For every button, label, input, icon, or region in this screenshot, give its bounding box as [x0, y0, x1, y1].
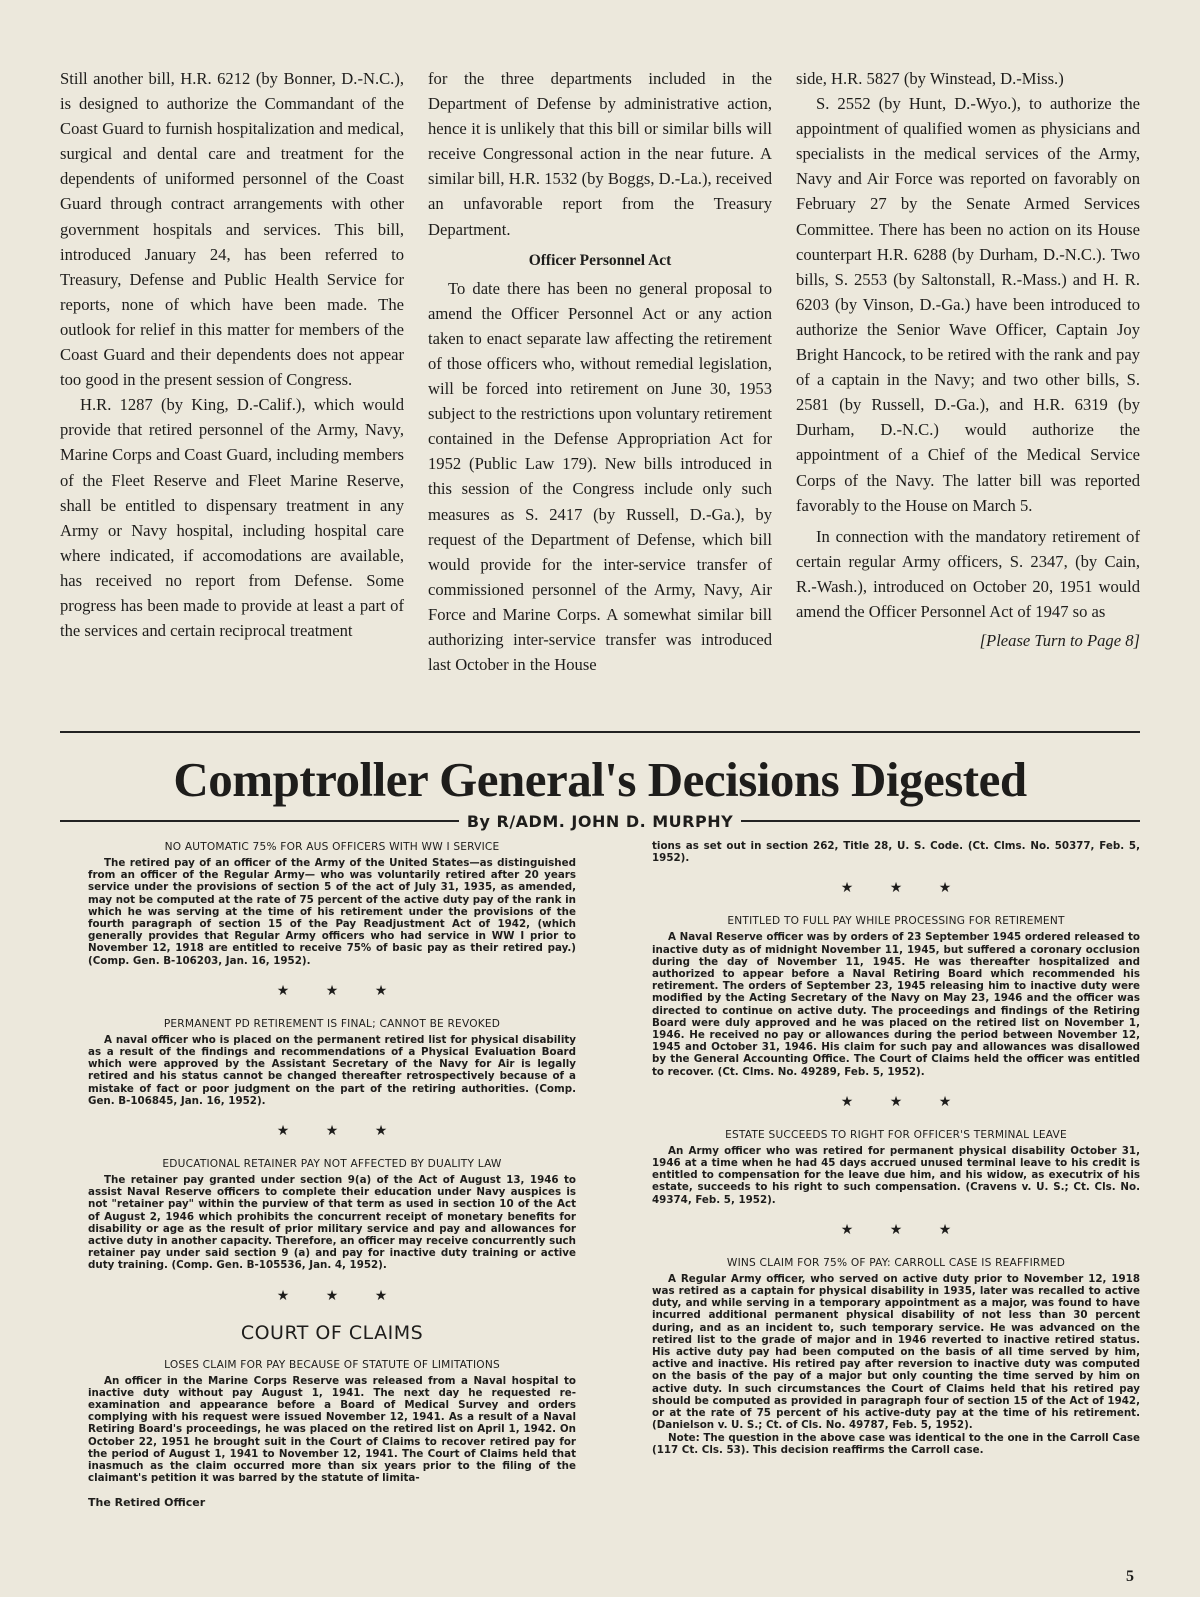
article-column-3 — [796, 66, 1140, 720]
star-separator: ★ ★ ★ — [276, 1123, 404, 1140]
section-title: Comptroller General's Decisions Digested — [173, 752, 1027, 807]
section-divider — [60, 731, 1140, 733]
byline-rule-right — [741, 820, 1140, 822]
article-paragraph: for the three departments included in the Department of Defense by administrative action, hence it is unlikely that this bill or similar bills will receive Congressonal action in the near future. A similar bill, H.R. 1532 (by Boggs, D.-La.), received an unfavorable report from the Treasury Department. — [428, 69, 772, 239]
byline-rule-left — [60, 820, 459, 822]
page-number: 5 — [1126, 1568, 1134, 1585]
digest-heading: NO AUTOMATIC 75% FOR AUS OFFICERS WITH WW I SERVICE — [164, 841, 500, 853]
legislation-article — [60, 66, 1140, 720]
digest-heading: LOSES CLAIM FOR PAY BECAUSE OF STATUTE OF LIMITATIONS — [164, 1358, 500, 1371]
digest-heading: EDUCATIONAL RETAINER PAY NOT AFFECTED BY DUALITY LAW — [162, 1158, 502, 1171]
star-separator: ★ ★ ★ — [276, 1287, 404, 1304]
digest-body: An officer in the Marine Corps Reserve was released from a Naval hospital to inactive duty without pay August 1, 1941. The next day he requested re-examination and appearance before a Board of Medical Survey and orders complying with his request were issued November 12, 1941. As a result of a Naval Retiring Board's proceedings, he was placed on the retired list on April 1, 1942. On October 22, 1951 he brought suit in the Court of Claims to recover retired pay for the period of August 1, 1941 to November 12, 1941. The Court of Claims held that inasmuch as the claim occurred more than six years prior to the filing of the claimant's petition it was barred by the statute of limita- — [88, 1374, 576, 1485]
digest-body: A Naval Reserve officer was by orders of 23 September 1945 ordered released to inactive duty as of midnight November 11, 1945, but suffered a coronary occlusion during the day of November 11, 1945. He was thereafter hospitalized and authorized to appear before a Naval Retiring Board which recommended his retirement. The orders of September 23, 1945 releasing him to inactive duty were modified by the Acting Secretary of the Navy on May 23, 1946 and the officer was directed to continue on active duty. The proceedings and findings of the Retiring Board were duly approved and he was placed on the retired list on November 1, 1946. He received no pay or allowances during the period between November 12, 1945 and October 31, 1946. His claim for such pay and allowances was disallowed by the General Accounting Office. The Court of Claims held the officer was entitled to recover. (Ct. Clms. No. 49289, Feb. 5, 1952). — [652, 931, 1140, 1078]
digest-body: An Army officer who was retired for permanent physical disability October 31, 1946 at a time when he had 45 days accrued unused terminal leave to his credit is entitled to compensation for the leave due him, and his widow, as executrix of his estate, succeeds to his right to such compensation. (Cravens v. U. S.; Ct. Cls. No. 49374, Feb. 5, 1952). — [652, 1144, 1140, 1206]
subheading-officer-personnel-act: Officer Personnel Act — [528, 251, 672, 269]
byline: By R/ADM. JOHN D. MURPHY — [466, 811, 734, 831]
digest-item — [652, 1256, 1140, 1456]
digest-body: A naval officer who is placed on the permanent retired list for physical disability as a result of the findings and recommendations of a Physical Evaluation Board which were approved by the Assistant Secretary of the Navy for Air is legally retired and his status cannot be changed thereafter retrospectively because of a mistake of fact or poor judgment on the part of the retiring authorities. (Comp. Gen. B-106845, Jan. 16, 1952). — [88, 1033, 576, 1107]
digest-body: A Regular Army officer, who served on active duty prior to November 12, 1918 was retired as a captain for physical disability in 1935, later was recalled to active duty, and while serving in a temporary appointment as a major, was found to have incurred additional permanent physical disability of not less than 30 percent during, and as an incident to, such temporary service. He was advanced on the retired list to the grade of major and in 1946 reverted to inactive retired status. His active duty pay had been computed on the basis of all time served by him, active and inactive. His retired pay after reversion to inactive duty was computed on the basis of the pay of a major but only counting the time served by him on active duty. In such circumstances the Court of Claims held that his retired pay should be computed as provided in paragraph four of section 15 of the Act of 1942, or at the rate of 75 percent of his active-duty pay at the time of his retirement. (Danielson v. U. S.; Ct. of Cls. No. 49787, Feb. 5, 1952). — [652, 1272, 1140, 1432]
article-column-2 — [428, 66, 772, 720]
digest-item — [652, 914, 1140, 1077]
article-paragraph: In connection with the mandatory retirement of certain regular Army officers, S. 2347, (by Cain, R.-Wash.), introduced on October 20, 1951 would amend the Officer Personnel Act of 1947 so as — [796, 526, 1140, 621]
article-column-1 — [60, 66, 404, 720]
digest-continuation: tions as set out in section 262, Title 28, U. S. Code. (Ct. Clms. No. 50377, Feb. 5, 1952). — [652, 840, 1140, 865]
star-separator: ★ ★ ★ — [840, 1221, 968, 1238]
digest-item — [88, 1017, 576, 1107]
byline-row — [60, 809, 1140, 833]
digest-body: The retired pay of an officer of the Army of the United States—as distinguished from an officer of the Regular Army— who was voluntarily retired after 20 years service under the provisions of section 5 of the act of July 31, 1935, as amended, may not be computed at the rate of 75 percent of the active duty pay of the rank in which he was serving at the time of his retirement under the provisions of the fourth paragraph of section 15 of the Pay Readjustment Act of 1942, (which generally provides that Regular Army officers who had service in WW I prior to November 12, 1918 are entitled to receive 75% of basic pay as their retired pay.) (Comp. Gen. B-106203, Jan. 16, 1952). — [88, 857, 576, 967]
court-of-claims-heading: COURT OF CLAIMS — [240, 1321, 424, 1344]
digest-item — [88, 840, 576, 967]
digest-column-right — [652, 840, 1140, 1530]
star-separator: ★ ★ ★ — [840, 1093, 968, 1110]
digest-heading: ESTATE SUCCEEDS TO RIGHT FOR OFFICER'S TERMINAL LEAVE — [725, 1128, 1067, 1141]
digest-heading: PERMANENT PD RETIREMENT IS FINAL; CANNOT BE REVOKED — [163, 1017, 501, 1030]
continued-on-page-link[interactable]: [Please Turn to Page 8] — [979, 631, 1140, 651]
star-separator: ★ ★ ★ — [276, 982, 404, 999]
digest-item — [88, 1358, 576, 1485]
article-paragraph: To date there has been no general proposal to amend the Officer Personnel Act or any action taken to enact separate law affecting the retirement of those officers who, without remedial legislation, will be forced into retirement on June 30, 1953 subject to the restrictions upon voluntary retirement contained in the Defense Appropriation Act for 1952 (Public Law 179). New bills introduced in this session of the Congress include only such measures as S. 2417 (by Russell, D.-Ga.), by request of the Department of Defense, which bill would provide for the inter-service transfer of commissioned personnel of the Army, Navy, Air Force and Marine Corps. A somewhat similar bill authorizing inter-service transfer was introduced last October in the House — [428, 278, 772, 675]
star-separator: ★ ★ ★ — [840, 880, 968, 897]
digest-body: The retainer pay granted under section 9(a) of the Act of August 13, 1946 to assist Naval Reserve officers to complete their education under Navy auspices is not "retainer pay" within the purview of that term as used in section 10 of the Act of August 2, 1946 which prohibits the concurrent receipt of monetary benefits for disability or age as the result of prior military service and pay and allowances for active duty in another capacity. Therefore, an officer may receive concurrently such retainer pay under said section 9 (a) and pay for inactive duty training or active duty training. (Comp. Gen. B-105536, Jan. 4, 1952). — [88, 1174, 576, 1272]
publication-name: The Retired Officer — [88, 1496, 206, 1509]
digest-note: Note: The question in the above case was identical to the one in the Carroll Case (117 Ct. Cls. 53). This decision reaffirms the Carroll case. — [652, 1431, 1140, 1456]
decisions-digest — [88, 840, 1140, 1530]
article-paragraph: side, H.R. 5827 (by Winstead, D.-Miss.) — [796, 69, 1064, 88]
digest-item — [652, 1128, 1140, 1206]
digest-heading: WINS CLAIM FOR 75% OF PAY: CARROLL CASE IS REAFFIRMED — [726, 1256, 1066, 1269]
digest-heading: ENTITLED TO FULL PAY WHILE PROCESSING FOR RETIREMENT — [727, 915, 1065, 928]
article-paragraph: S. 2552 (by Hunt, D.-Wyo.), to authorize the appointment of qualified women as physicians and specialists in the medical services of the Army, Navy and Air Force was reported on favorably on February 27 by the Senate Armed Services Committee. There has been no action on its House counterpart H.R. 6288 (by Durham, D.-N.C.). Two bills, S. 2553 (by Saltonstall, R.-Mass.) and H. R. 6203 (by Vinson, D.-Ga.) have been introduced to authorize the Senior Wave Officer, Captain Joy Bright Hancock, to be retired with the rank and pay of a captain in the Navy; and two other bills, S. 2581 (by Russell, D.-Ga.), and H.R. 6319 (by Durham, D.-N.C.) would authorize the appointment of a Chief of the Medical Service Corps of the Navy. The latter bill was reported favorably to the House on March 5. — [796, 94, 1140, 515]
article-paragraph: Still another bill, H.R. 6212 (by Bonner, D.-N.C.), is designed to authorize the Commandant of the Coast Guard to furnish hospitalization and medical, surgical and dental care and treatment for the dependents of uniformed personnel of the Coast Guard through contract arrangements with other government hospitals and services. This bill, introduced January 24, has been referred to Treasury, Defense and Public Health Service for reports, none of which have been made. The outlook for relief in this matter for members of the Coast Guard and their dependents does not appear too good in the present session of Congress. — [60, 69, 404, 390]
digest-column-left — [88, 840, 576, 1530]
digest-item — [88, 1157, 576, 1272]
article-paragraph: H.R. 1287 (by King, D.-Calif.), which would provide that retired personnel of the Army, Navy, Marine Corps and Coast Guard, including members of the Fleet Reserve and Fleet Marine Reserve, shall be entitled to dispensary treatment in any Army or Navy hospital, including hospital care where indicated, if accomodations are available, has received no report from Defense. Some progress has been made to provide at least a part of the services and certain reciprocal treatment — [60, 395, 404, 641]
